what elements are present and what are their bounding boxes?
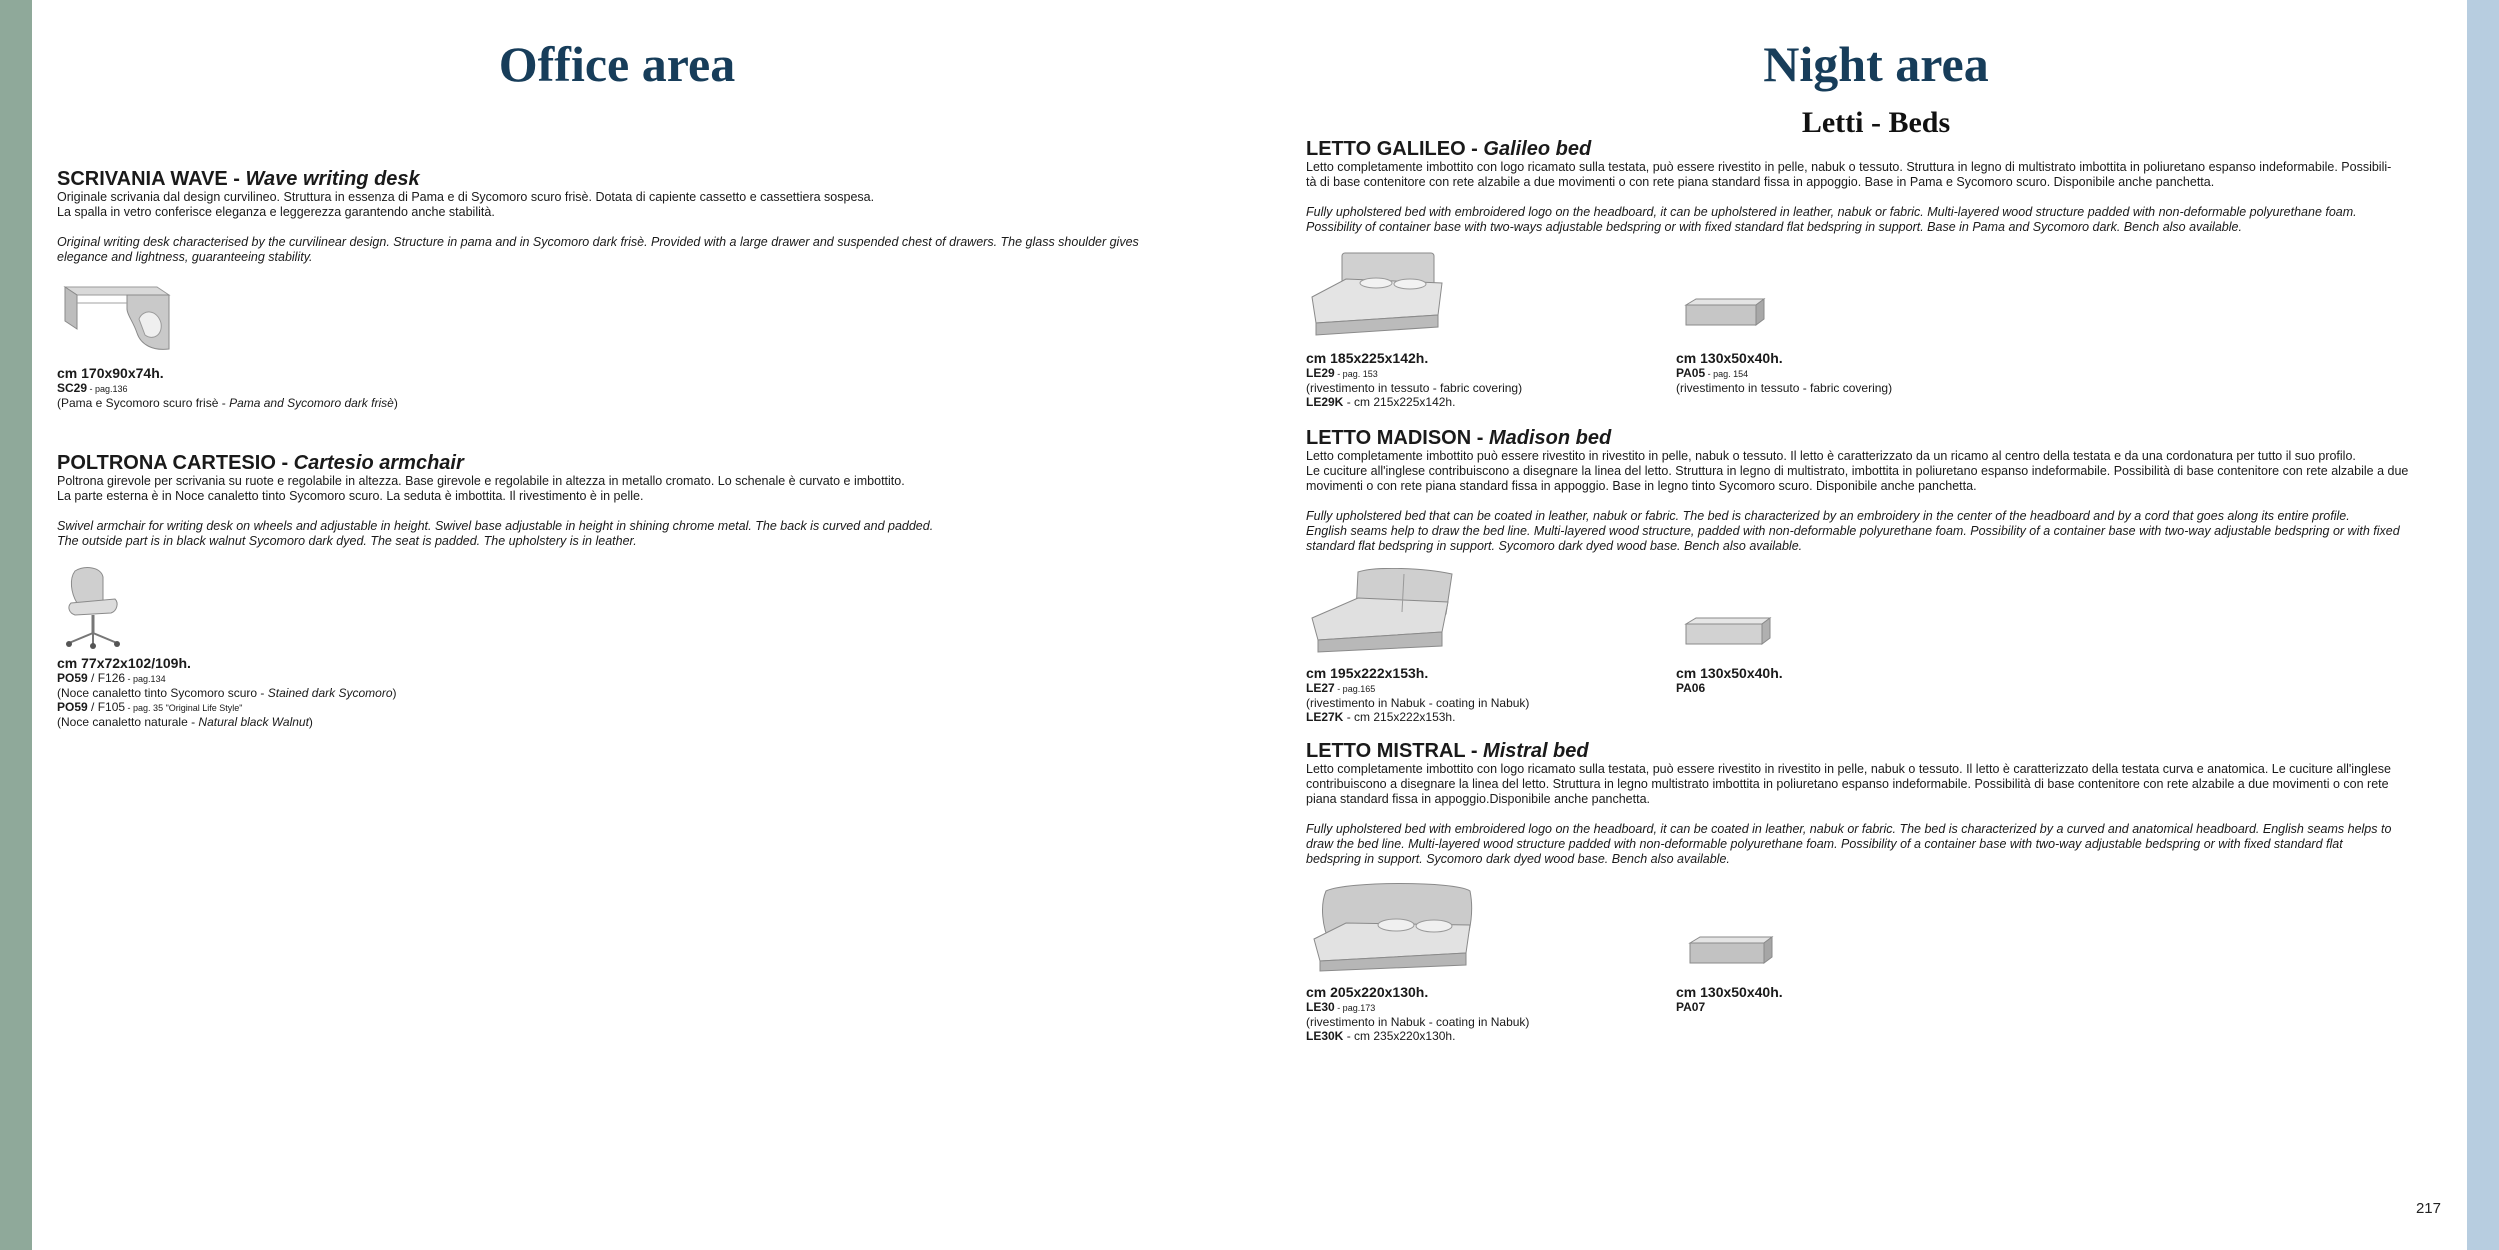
description-italian: Letto completamente imbottito può essere rivestito in rivestito in pelle, nabuk o tessuto. Il letto è caratterizzato da un ricamo al centro della testata e da una cordonatura per tutto il suo profilo. (1306, 449, 2356, 463)
description-english: Fully upholstered bed with embroidered logo on the headboard, it can be upholstered in leather, nabuk or fabric. Multi-layered wood structure padded with non-deformable polyurethane foam. (1306, 205, 2357, 219)
title-english: Galileo bed (1483, 138, 1592, 160)
description-english-2: English seams help to draw the bed line. Multi-layered wood structure, padded with non-deformable polyurethane foam. Possibility of a container base with two-way adjustable bedspring or with fixed (1306, 524, 2400, 538)
product-code-2: LE30K - cm 235x220x130h. (1306, 1029, 1456, 1043)
description-english-2: elegance and lightness, guaranteeing stability. (57, 250, 313, 264)
description-italian: Letto completamente imbottito con logo ricamato sulla testata, può essere rivestito in rivestito in pelle, nabuk o tessuto. Il letto è caratterizzato della testata curva e anatomica. Le cuciture all'inglese (1306, 762, 2391, 776)
bed-image (1306, 881, 1476, 973)
description-italian-2: contribuiscono a disegnare la linea del letto. Struttura in legno multistrato imbottita in poliuretano espanso indeformabile. Possibilità di base contenitore con rete alzabile a due movimenti o con rete (1306, 777, 2389, 791)
product-code: LE30 - pag.173 (1306, 1000, 1376, 1014)
description-english-3: bedspring in support. Sycomoro dark dyed wood base. Bench also available. (1306, 852, 1730, 866)
title-english: Mistral bed (1483, 740, 1589, 762)
description-italian-3: piana standard fissa in appoggio.Disponibile anche panchetta. (1306, 792, 1650, 806)
night-area-title: Night area (1763, 36, 1989, 92)
product-code-2: PO59 / F105 - pag. 35 "Original Life Style" (57, 700, 243, 714)
dimensions: cm 185x225x142h. (1306, 350, 1429, 366)
description-italian-2: La spalla in vetro conferisce eleganza e leggerezza garantendo anche stabilità. (57, 205, 495, 219)
product-code: LE29 - pag. 153 (1306, 366, 1378, 380)
product-galileo (1306, 138, 2446, 409)
bed-variant (1306, 881, 1676, 1043)
bench-variant (1676, 249, 2046, 409)
product-madison (1306, 427, 2446, 724)
product-title (57, 452, 1177, 474)
description-english: Fully upholstered bed with embroidered logo on the headboard, it can be coated in leather, nabuk or fabric. The bed is characterized by a curved and anatomical headboard. English seams helps to (1306, 822, 2392, 836)
description-italian-2: tà di base contenitore con rete alzabile a due movimenti o con rete piana standard fissa in appoggio. Base in Pama e Sycomoro scuro. Disponibile anche panchetta. (1306, 175, 2215, 189)
product-code: LE27 - pag.165 (1306, 681, 1376, 695)
title-italian: LETTO MADISON - (1306, 427, 1489, 449)
description-italian-3: movimenti o con rete piana standard fissa in appoggio. Base in legno tinto Sycomoro scuro. Disponibile anche panchetta. (1306, 479, 1977, 493)
product-code: PA05 - pag. 154 (1676, 366, 1749, 380)
covering-note: (rivestimento in tessuto - fabric covering) (1306, 381, 1523, 395)
title-english: Cartesio armchair (293, 452, 464, 474)
description-english-2: Possibility of container base with two-ways adjustable bedspring or with fixed standard flat bedspring in support. Base in Pama and Sycomoro dark. Bench also available. (1306, 220, 2242, 234)
product-code: PA06 (1676, 681, 1706, 695)
dimensions: cm 130x50x40h. (1676, 350, 1783, 366)
product-code-2: LE27K - cm 215x222x153h. (1306, 710, 1456, 724)
bed-variant (1306, 568, 1676, 724)
product-title (1306, 740, 2446, 762)
office-area-title: Office area (498, 36, 736, 92)
description-italian: Poltrona girevole per scrivania su ruote e regolabile in altezza. Base girevole e regolabile in altezza in metallo cromato. Lo schenale è curvato e imbottito. (57, 474, 905, 488)
product-title (57, 168, 1177, 190)
bed-variant (1306, 249, 1676, 409)
description-italian: Originale scrivania dal design curvilineo. Struttura in essenza di Pama e di Sycomoro scuro frisè. Dotata di capiente cassetto e cassettiera sospesa. (57, 190, 875, 204)
bench-image (1676, 881, 1816, 973)
description-italian-2: La parte esterna è in Noce canaletto tinto Sycomoro scuro. La seduta è imbottita. Il rivestimento è in pelle. (57, 489, 644, 503)
dimensions: cm 205x220x130h. (1306, 984, 1429, 1000)
title-english: Wave writing desk (245, 168, 420, 190)
armchair-image (57, 563, 137, 649)
finish-note: (Noce canaletto tinto Sycomoro scuro - Stained dark Sycomoro) (57, 686, 397, 700)
title-italian: LETTO MISTRAL - (1306, 740, 1484, 762)
bed-image (1306, 249, 1446, 339)
product-code-2: LE29K - cm 215x225x142h. (1306, 395, 1456, 409)
desk-image (57, 279, 177, 359)
title-italian: SCRIVANIA WAVE - (57, 168, 246, 190)
dimensions: cm 130x50x40h. (1676, 665, 1783, 681)
description-english-2: The outside part is in black walnut Sycomoro dark dyed. The seat is padded. The upholstery is in leather. (57, 534, 637, 548)
product-code: PO59 / F126 - pag.134 (57, 671, 166, 685)
bed-image (1306, 568, 1456, 654)
left-color-band (0, 0, 32, 1250)
page-number: 217 (2415, 1200, 2441, 1217)
dimensions: cm 77x72x102/109h. (57, 655, 191, 671)
bench-variant (1676, 568, 2046, 724)
bench-image (1676, 249, 1816, 339)
product-code: PA07 (1676, 1000, 1706, 1014)
bench-variant (1676, 881, 2046, 1043)
product-mistral (1306, 740, 2446, 1043)
beds-subtitle: Letti - Beds (1801, 106, 1951, 139)
dimensions: cm 170x90x74h. (57, 365, 164, 381)
product-title (1306, 427, 2446, 449)
finish-note-2: (Noce canaletto naturale - Natural black Walnut) (57, 715, 313, 729)
finish-note: (Pama e Sycomoro scuro frisè - Pama and Sycomoro dark frisè) (57, 396, 398, 410)
description-english: Fully upholstered bed that can be coated in leather, nabuk or fabric. The bed is characterized by an embroidery in the center of the headboard and by a cord that goes along its entire profile. (1306, 509, 2350, 523)
description-italian: Letto completamente imbottito con logo ricamato sulla testata, può essere rivestito in pelle, nabuk o tessuto. Struttura in legno di multistrato imbottita in poliuretano espanso indeformabile. Possibili- (1306, 160, 2392, 174)
product-code: SC29 - pag.136 (57, 381, 128, 395)
title-english: Madison bed (1488, 427, 1612, 449)
title-italian: LETTO GALILEO - (1306, 138, 1484, 160)
description-english-2: draw the bed line. Multi-layered wood structure padded with non-deformable polyurethane foam. Possibility of a container base with two-way adjustable bedspring or with fixed standard flat (1306, 837, 2343, 851)
right-color-band (2467, 0, 2499, 1250)
covering-note: (rivestimento in Nabuk - coating in Nabuk) (1306, 1015, 1530, 1029)
bench-image (1676, 568, 1816, 654)
description-english: Swivel armchair for writing desk on wheels and adjustable in height. Swivel base adjustable in height in shining chrome metal. The back is curved and padded. (57, 519, 934, 533)
description-english-3: standard flat bedspring in support. Sycomoro dark dyed wood base. Bench also available. (1306, 539, 1803, 553)
description-english: Original writing desk characterised by the curvilinear design. Structure in pama and in Sycomoro dark frisè. Provided with a large drawer and suspended chest of drawers. The glass shoulder gives (57, 235, 1139, 249)
night-column (1306, 0, 2446, 1043)
product-wave (57, 168, 1177, 410)
covering-note: (rivestimento in tessuto - fabric covering) (1676, 381, 1893, 395)
covering-note: (rivestimento in Nabuk - coating in Nabuk) (1306, 696, 1530, 710)
title-italian: POLTRONA CARTESIO - (57, 452, 294, 474)
product-cartesio (57, 452, 1177, 729)
office-column (57, 0, 1177, 729)
dimensions: cm 130x50x40h. (1676, 984, 1783, 1000)
description-italian-2: Le cuciture all'inglese contribuiscono a disegnare la linea del letto. Struttura in legno di multistrato, imbottita in poliuretano espanso indeformabile. Possibilità di base contenitore con rete alzabile a due (1306, 464, 2409, 478)
dimensions: cm 195x222x153h. (1306, 665, 1429, 681)
product-title (1306, 138, 2446, 160)
